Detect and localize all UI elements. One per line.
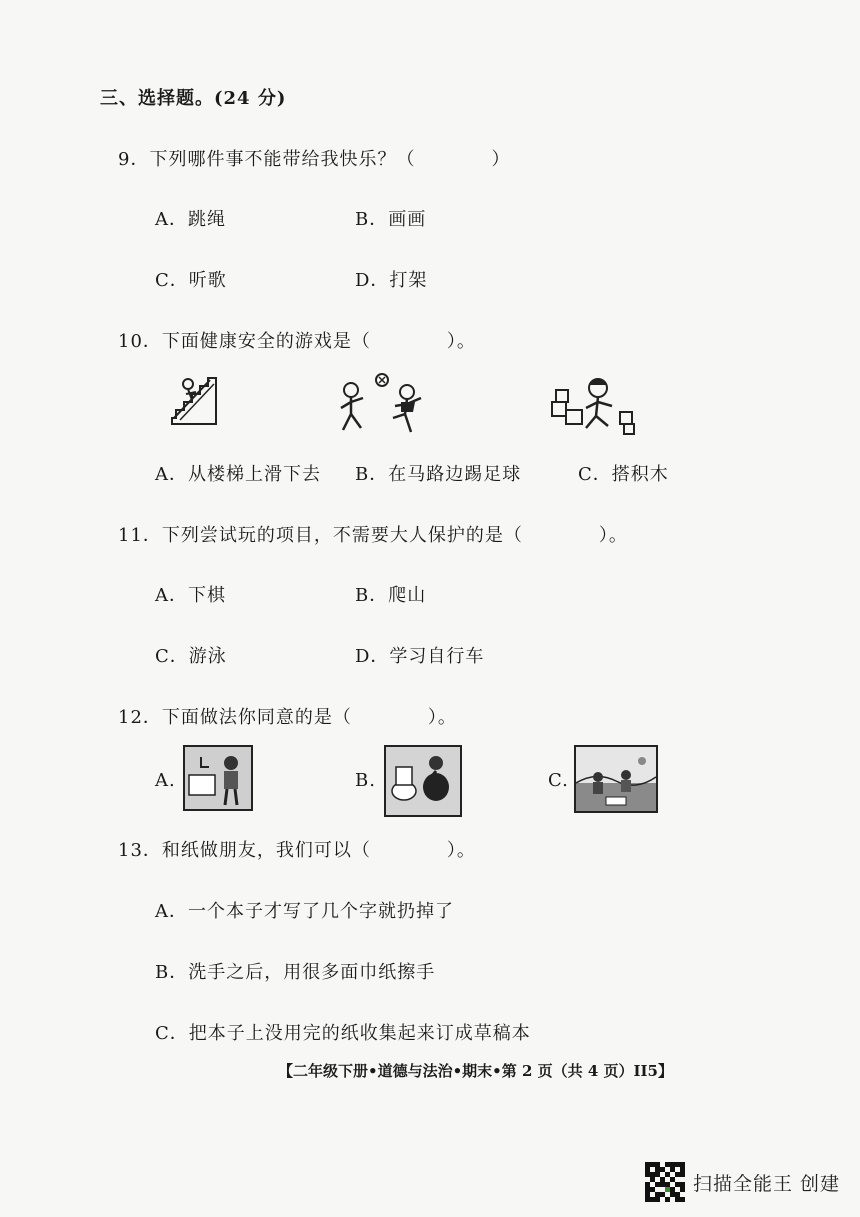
question-12-image-a [183,745,253,811]
question-10-stem: 10．下面健康安全的游戏是（ ）。 [118,331,476,352]
scanner-watermark [645,1162,840,1202]
question-9-option-d: D．打架 [355,270,428,291]
question-13-option-b: B．洗手之后，用很多面巾纸擦手 [155,962,436,983]
qr-code-icon [645,1162,685,1202]
question-10-option-c: C．搭积木 [578,464,669,485]
building-blocks-illustration [548,372,640,436]
toilet-trash-illustration [386,747,460,815]
street-soccer-illustration [337,372,429,436]
section-title: 三、选择题。(24 分) [100,88,287,109]
outdoor-picnic-illustration [576,747,656,811]
question-13-option-a: A．一个本子才写了几个字就扔掉了 [155,901,454,922]
question-12-option-a: A. [155,770,176,791]
question-11-stem: 11．下列尝试玩的项目，不需要大人保护的是（ ）。 [118,525,628,546]
question-11-option-c: C．游泳 [155,646,227,667]
question-13-stem: 13．和纸做朋友，我们可以（ ）。 [118,840,476,861]
faucet-child-illustration [185,747,251,809]
question-10-option-b: B．在马路边踢足球 [355,464,522,485]
question-11-option-d: D．学习自行车 [355,646,485,667]
question-13-option-c: C．把本子上没用完的纸收集起来订成草稿本 [155,1023,531,1044]
question-11-option-b: B．爬山 [355,585,427,606]
question-10-option-a: A．从楼梯上滑下去 [155,464,321,485]
question-12-image-c [574,745,658,813]
scanner-watermark-text: 扫描全能王 创建 [693,1172,841,1195]
question-12-image-b [384,745,462,817]
stairs-slide-illustration [170,374,218,426]
question-12-option-c: C. [548,770,569,791]
question-12-option-b: B. [355,770,376,791]
question-9-option-a: A．跳绳 [155,209,226,230]
page-footer: 【二年级下册•道德与法治•期末•第 2 页（共 4 页）II5】 [278,1062,673,1080]
question-9-option-b: B．画画 [355,209,427,230]
question-11-option-a: A．下棋 [155,585,226,606]
question-9-stem: 9．下列哪件事不能带给我快乐？（ ） [118,149,511,170]
question-9-option-c: C．听歌 [155,270,227,291]
question-12-stem: 12．下面做法你同意的是（ ）。 [118,707,457,728]
